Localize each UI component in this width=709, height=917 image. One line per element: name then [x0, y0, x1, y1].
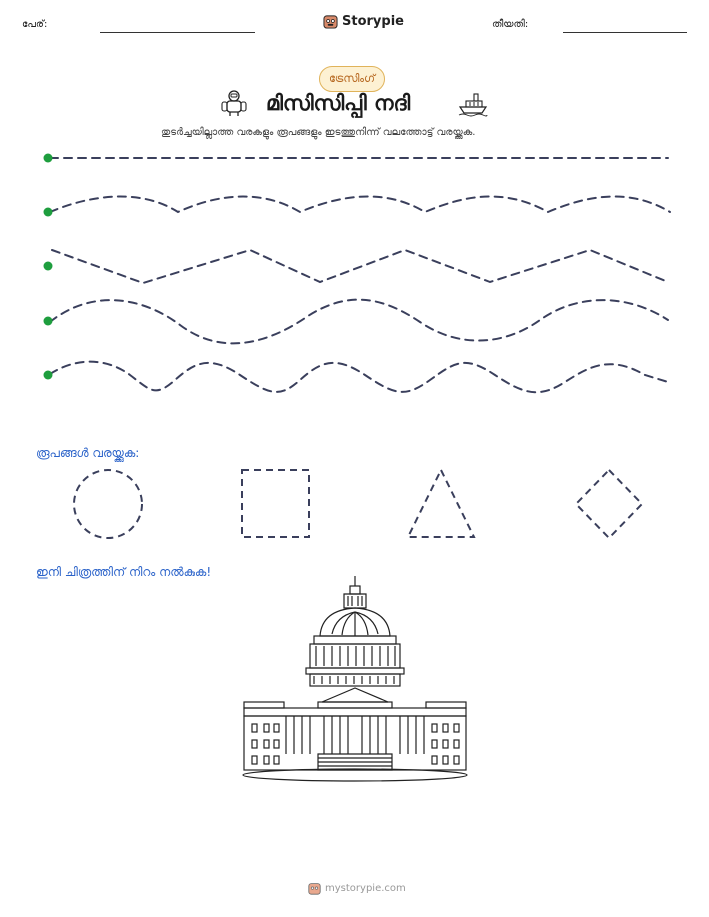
- trace-line-smooth-wave: [50, 197, 670, 212]
- trace-diamond: [576, 470, 642, 538]
- trace-line-zigzag: [52, 250, 668, 283]
- instructions: തുടർച്ചയില്ലാത്ത വരകളും രൂപങ്ങളും ഇടത്തുനിന്ന് വലത്തോട്ട് വരയ്ക്കുക.: [161, 127, 476, 138]
- trace-square: [242, 470, 309, 537]
- start-dot-3: [44, 262, 53, 271]
- start-dot-2: [44, 208, 53, 217]
- start-dot-5: [44, 371, 53, 380]
- shapes-area: [0, 460, 709, 550]
- start-dot-4: [44, 317, 53, 326]
- storypie-mascot-icon: [308, 882, 321, 895]
- name-label: പേര്:: [22, 19, 48, 30]
- footer: [308, 882, 406, 895]
- tracing-badge: ട്രേസിംഗ്: [319, 66, 385, 92]
- brand-name: Storypie: [342, 14, 404, 29]
- trace-circle: [74, 470, 142, 538]
- trace-line-wave: [50, 300, 668, 344]
- trace-line-bumpy-wave: [50, 362, 668, 393]
- tracing-area: [0, 0, 709, 420]
- footer-url[interactable]: mystorypie.com: [325, 883, 406, 894]
- shapes-heading: രൂപങ്ങൾ വരയ്ക്കുക:: [36, 446, 140, 460]
- capitol-building-illustration: [240, 574, 470, 784]
- trace-triangle: [408, 470, 474, 537]
- date-label: തീയതി:: [492, 19, 529, 30]
- coloring-heading: ഇനി ചിത്രത്തിന് നിറം നൽകുക!: [36, 565, 212, 579]
- page-title: മിസിസിപ്പി നദി: [266, 91, 411, 115]
- start-dot-1: [44, 154, 53, 163]
